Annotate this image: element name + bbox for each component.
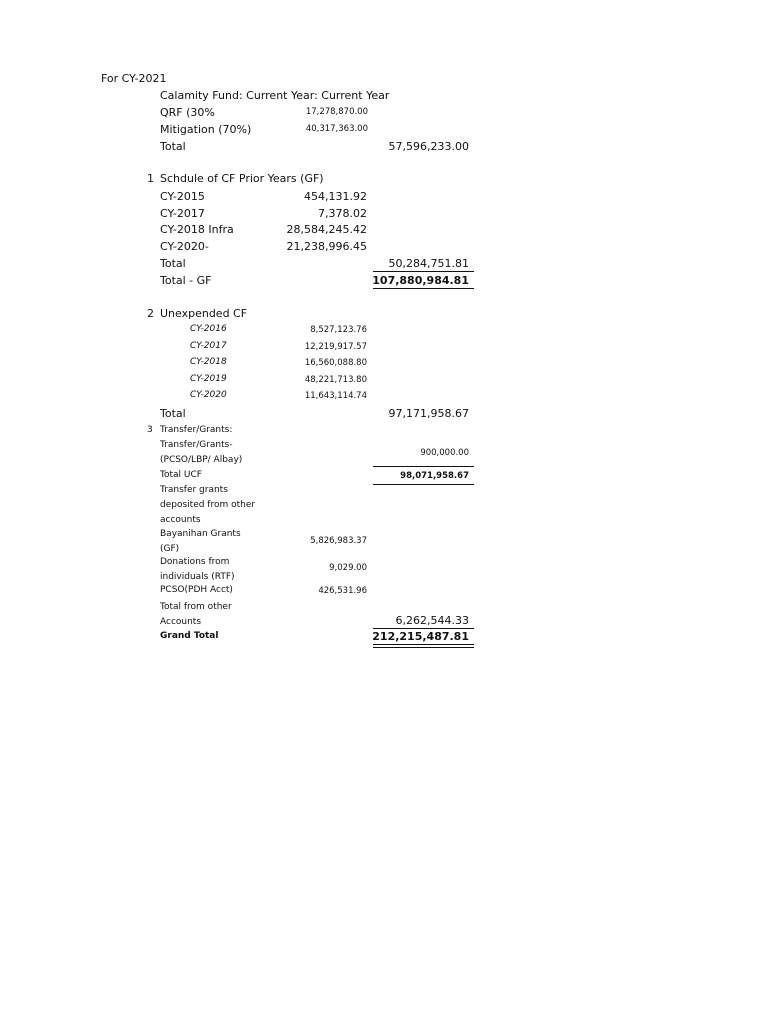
total-other-value: 6,262,544.33 xyxy=(395,614,469,627)
total-ucf-rule xyxy=(373,484,474,485)
grand-total-double-rule-bottom xyxy=(373,647,474,648)
section1-row-value: 454,131.92 xyxy=(304,190,367,203)
other-accounts-label-line2: deposited from other xyxy=(160,500,256,510)
section2-row-value: 16,560,088.80 xyxy=(304,358,367,368)
transfer-grants-label-line1: Transfer/Grants- xyxy=(160,440,233,450)
section3-number: 3 xyxy=(147,425,153,435)
section2-row-label: CY-2018 xyxy=(190,357,227,367)
section1-row-label: CY-2017 xyxy=(160,207,205,220)
total-ucf-value: 98,071,958.67 xyxy=(400,471,469,481)
grand-total-rule xyxy=(373,628,474,629)
section1-row-value: 28,584,245.42 xyxy=(286,223,367,236)
section2-heading: Unexpended CF xyxy=(160,307,248,320)
pcso-label: PCSO(PDH Acct) xyxy=(160,585,233,595)
section1-row-label: CY-2018 Infra xyxy=(160,223,234,236)
total-gf-value: 107,880,984.81 xyxy=(372,274,469,287)
section1-heading: Schdule of CF Prior Years (GF) xyxy=(160,172,324,185)
section2-row-label: CY-2019 xyxy=(190,374,227,384)
section1-total-label: Total xyxy=(160,257,186,270)
section2-row-value: 8,527,123.76 xyxy=(310,325,367,335)
grand-total-label: Grand Total xyxy=(160,631,219,641)
section1-row-value: 21,238,996.45 xyxy=(286,240,367,253)
section1-total-value: 50,284,751.81 xyxy=(388,257,469,270)
section2-total-label: Total xyxy=(160,407,186,420)
section2-row-value: 11,643,114.74 xyxy=(304,391,367,401)
section2-total-value: 97,171,958.67 xyxy=(388,407,469,420)
section1-row-label: CY-2020- xyxy=(160,240,209,253)
section2-row-value: 12,219,917.57 xyxy=(304,342,367,352)
section1-row-value: 7,378.02 xyxy=(318,207,367,220)
donations-value: 9,029.00 xyxy=(329,563,367,573)
mitigation-value: 40,317,363.00 xyxy=(305,124,368,134)
other-accounts-label-line1: Transfer grants xyxy=(160,485,228,495)
grand-total-double-rule-top xyxy=(373,644,474,645)
section2-number: 2 xyxy=(147,307,154,320)
section2-row-value: 48,221,713.80 xyxy=(304,375,367,385)
section3-heading: Transfer/Grants: xyxy=(160,425,233,435)
section1-row-label: CY-2015 xyxy=(160,190,205,203)
mitigation-label: Mitigation (70%) xyxy=(160,123,252,136)
donations-label-line2: individuals (RTF) xyxy=(160,572,235,582)
subtotal-rule xyxy=(373,271,474,272)
section1-number: 1 xyxy=(147,172,154,185)
bayanihan-value: 5,826,983.37 xyxy=(310,536,367,546)
total-ucf-label: Total UCF xyxy=(160,470,202,480)
qrf-label: QRF (30% xyxy=(160,106,215,119)
total-other-label-line2: Accounts xyxy=(160,617,202,627)
calamity-heading: Calamity Fund: Current Year: Current Year xyxy=(160,89,390,102)
donations-label-line1: Donations from xyxy=(160,557,230,567)
qrf-value: 17,278,870.00 xyxy=(305,107,368,117)
bayanihan-label-line2: (GF) xyxy=(160,544,180,554)
page-title: For CY-2021 xyxy=(101,72,167,85)
transfer-grants-label-line2: (PCSO/LBP/ Albay) xyxy=(160,455,243,465)
total-other-label-line1: Total from other xyxy=(160,602,232,612)
total-gf-rule xyxy=(373,288,474,289)
grand-total-value: 212,215,487.81 xyxy=(372,630,469,643)
total-gf-label: Total - GF xyxy=(160,274,212,287)
bayanihan-label-line1: Bayanihan Grants xyxy=(160,529,241,539)
pcso-value: 426,531.96 xyxy=(318,586,367,596)
other-accounts-label-line3: accounts xyxy=(160,515,201,525)
calamity-total-label: Total xyxy=(160,140,186,153)
section2-row-label: CY-2020 xyxy=(190,390,227,400)
section2-row-label: CY-2016 xyxy=(190,324,227,334)
ucf-rule xyxy=(373,466,474,467)
calamity-total-value: 57,596,233.00 xyxy=(388,140,469,153)
section2-row-label: CY-2017 xyxy=(190,341,227,351)
transfer-grants-value: 900,000.00 xyxy=(420,448,469,458)
